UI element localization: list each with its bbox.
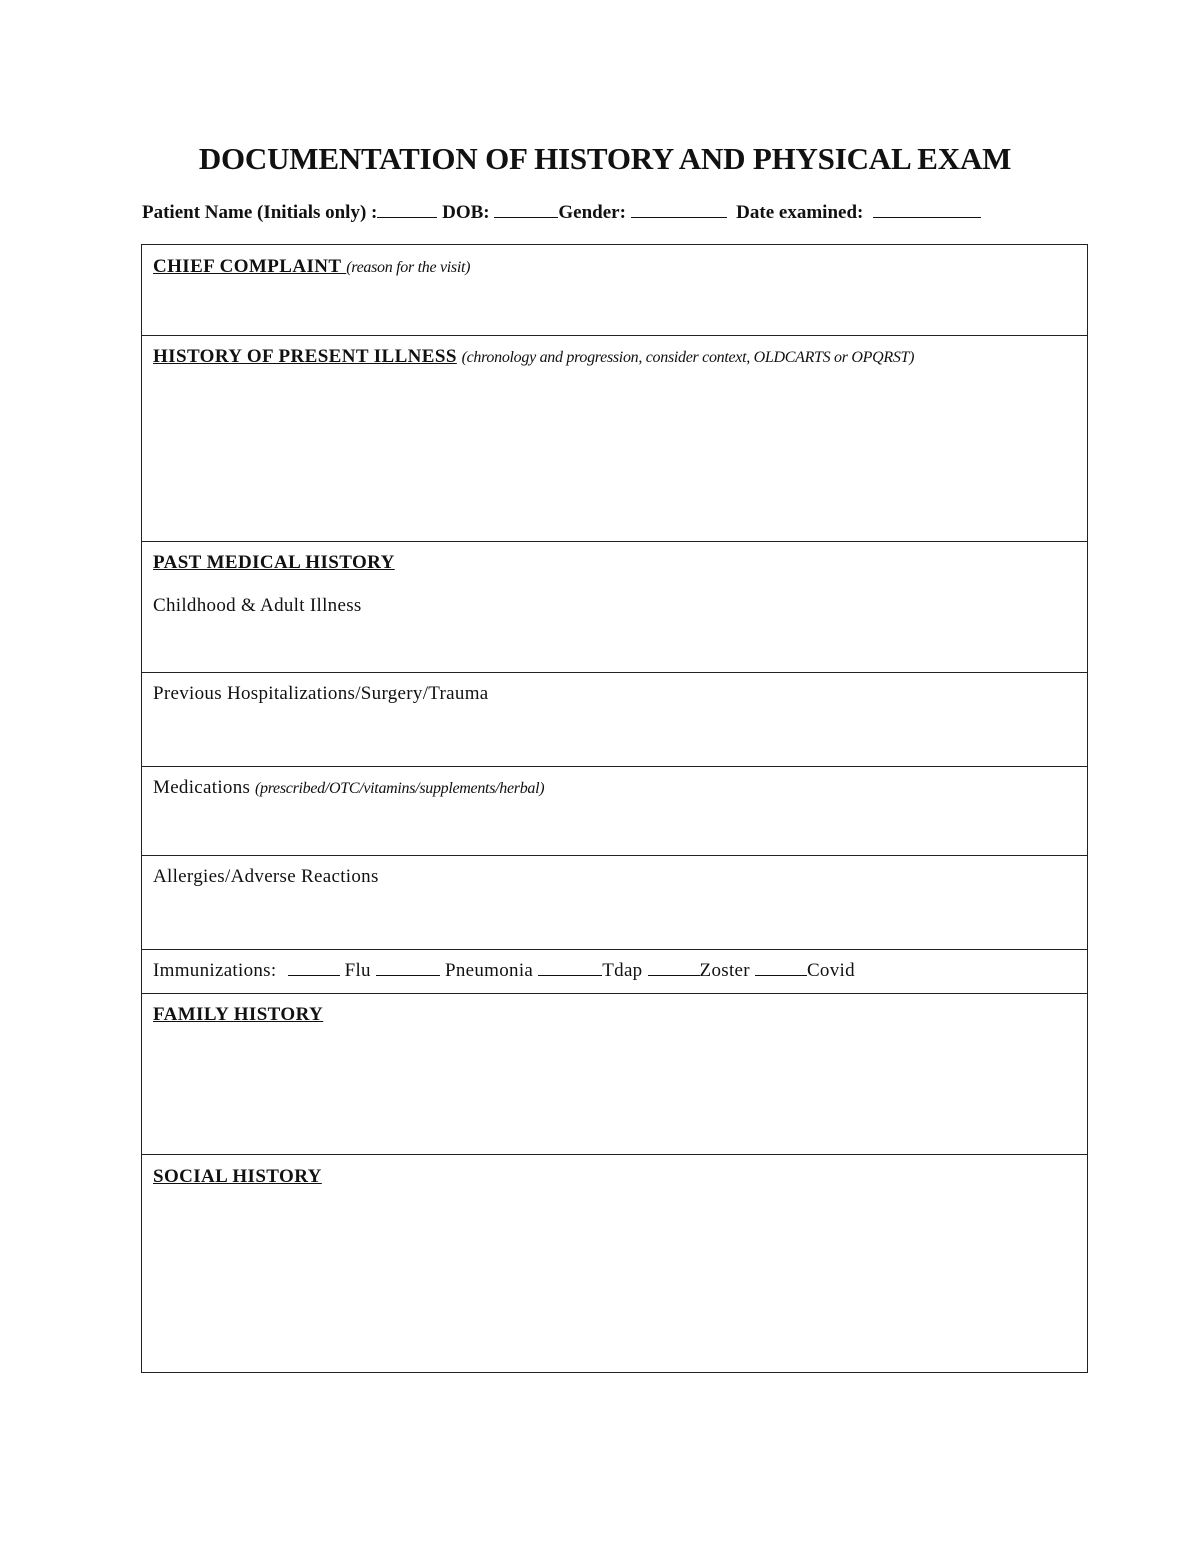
patient-name-field[interactable] (377, 201, 437, 218)
tdap-label: Tdap (602, 960, 643, 981)
pneumonia-label: Pneumonia (444, 960, 534, 981)
date-examined-label: Date examined: (736, 202, 864, 223)
immunizations-label: Immunizations: (153, 960, 277, 981)
zoster-label: Zoster (699, 960, 750, 981)
chief-complaint-note: (reason for the visit) (346, 259, 471, 276)
dob-label: DOB: (442, 202, 490, 223)
pmh-section[interactable] (142, 542, 1087, 673)
hpi-section[interactable] (142, 336, 1087, 542)
history-form-table (141, 244, 1088, 1373)
covid-blank[interactable] (755, 961, 807, 976)
social-history-heading: SOCIAL HISTORY (153, 1166, 322, 1187)
allergies-label: Allergies/Adverse Reactions (153, 866, 379, 887)
gender-label: Gender: (558, 202, 626, 223)
covid-label: Covid (806, 960, 855, 981)
chief-complaint-heading: CHIEF COMPLAINT (153, 256, 347, 277)
medications-note: (prescribed/OTC/vitamins/supplements/herbal) (254, 780, 545, 797)
family-history-heading: FAMILY HISTORY (153, 1004, 324, 1025)
flu-label: Flu (344, 960, 371, 981)
hpi-note: (chronology and progression, consider context, OLDCARTS or OPQRST) (461, 349, 915, 366)
social-history-section[interactable] (142, 1155, 1087, 1372)
pmh-heading: PAST MEDICAL HISTORY (153, 552, 395, 573)
patient-name-label: Patient Name (Initials only) : (142, 202, 378, 223)
hpi-heading: HISTORY OF PRESENT ILLNESS (153, 346, 457, 367)
hospitalizations-section[interactable] (142, 673, 1087, 767)
tdap-blank[interactable] (538, 961, 602, 976)
medications-section[interactable] (142, 767, 1087, 856)
document-title: DOCUMENTATION OF HISTORY AND PHYSICAL EXAM (198, 141, 1012, 176)
date-examined-field[interactable] (873, 201, 981, 218)
immunizations-section (142, 950, 1087, 994)
zoster-blank[interactable] (648, 961, 700, 976)
family-history-section[interactable] (142, 994, 1087, 1155)
dob-field[interactable] (494, 201, 558, 218)
childhood-adult-illness-label: Childhood & Adult Illness (153, 595, 362, 616)
gender-field[interactable] (631, 201, 727, 218)
medications-label: Medications (153, 777, 251, 798)
pneumonia-blank[interactable] (376, 961, 440, 976)
flu-blank[interactable] (288, 961, 340, 976)
patient-info-line (142, 201, 981, 224)
hospitalizations-label: Previous Hospitalizations/Surgery/Trauma (153, 683, 489, 704)
allergies-section[interactable] (142, 856, 1087, 950)
chief-complaint-section[interactable] (142, 245, 1087, 336)
